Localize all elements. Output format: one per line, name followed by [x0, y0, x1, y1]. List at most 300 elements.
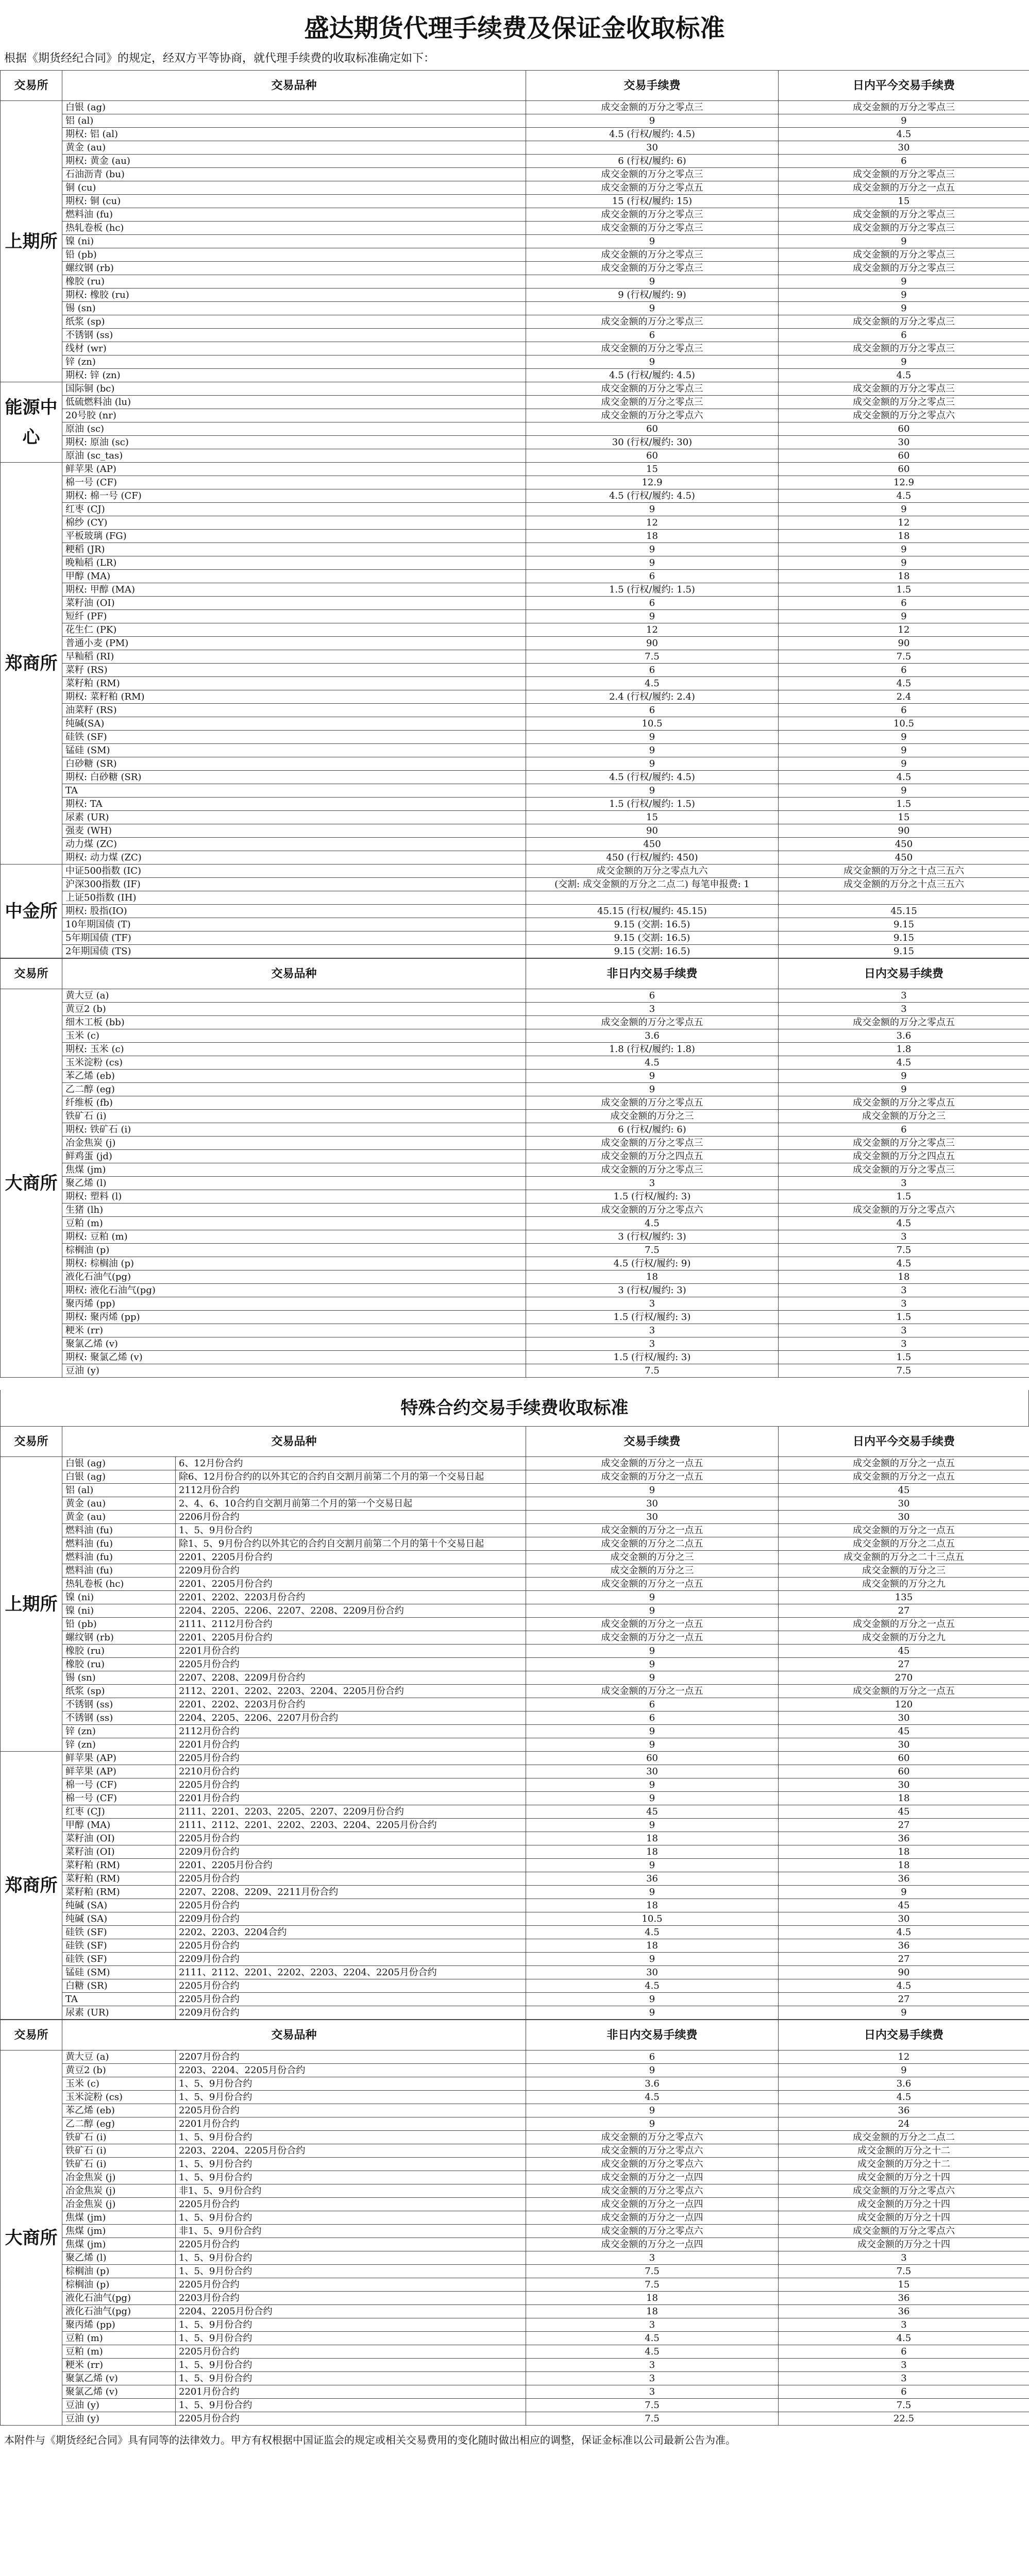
fee-cell: 9 — [526, 784, 779, 798]
intraday-fee-cell: 9 — [779, 2006, 1029, 2020]
table-row — [1, 1470, 1029, 1484]
variety-cell: 豆油 (y) — [62, 2399, 176, 2412]
table-row — [1, 1457, 1029, 1470]
intraday-fee-cell: 12 — [779, 516, 1029, 530]
header-intraday: 日内交易手续费 — [779, 2020, 1029, 2050]
variety-cell: 期权: 棉一号 (CF) — [62, 489, 526, 503]
table-row — [1, 195, 1029, 208]
intraday-fee-cell: 3 — [779, 1284, 1029, 1297]
fee-cell: 9 — [526, 1645, 779, 1658]
intraday-fee-cell: 3 — [779, 2359, 1029, 2372]
intraday-fee-cell: 成交金额的万分之十四 — [779, 2238, 1029, 2251]
variety-cell: 纯碱 (SA) — [62, 1899, 176, 1912]
intraday-fee-cell: 9 — [779, 302, 1029, 315]
table-row — [1, 1832, 1029, 1845]
table-row — [1, 1029, 1029, 1043]
intraday-fee-cell: 9 — [779, 1083, 1029, 1096]
table-row — [1, 489, 1029, 503]
table-row — [1, 2077, 1029, 2091]
table-row — [1, 2372, 1029, 2385]
table-row — [1, 1204, 1029, 1217]
intraday-fee-cell: 成交金额的万分之零点三 — [779, 168, 1029, 181]
intraday-fee-cell: 成交金额的万分之零点六 — [779, 1204, 1029, 1217]
intraday-fee-cell: 18 — [779, 1845, 1029, 1859]
table-row — [1, 1003, 1029, 1016]
variety-cell: 期权: 锌 (zn) — [62, 369, 526, 382]
fee-cell: 9.15 (交割: 16.5) — [526, 931, 779, 945]
fee-cell: 6 — [526, 1698, 779, 1711]
fee-cell: 4.5 (行权/履约: 4.5) — [526, 369, 779, 382]
table-row — [1, 918, 1029, 931]
variety-cell: 黄金 (au) — [62, 1511, 176, 1524]
fee-cell: 成交金额的万分之零点六 — [526, 2158, 779, 2171]
header-exchange: 交易所 — [1, 71, 62, 101]
table-row — [1, 2265, 1029, 2278]
intraday-fee-cell: 450 — [779, 838, 1029, 851]
table-row — [1, 1177, 1029, 1190]
variety-cell: 棉一号 (CF) — [62, 1792, 176, 1805]
contract-cell: 2206月份合约 — [176, 1511, 526, 1524]
variety-cell: 镍 (ni) — [62, 1604, 176, 1618]
contract-cell: 2205月份合约 — [176, 2278, 526, 2292]
contract-cell: 1、5、9月份合约 — [176, 2399, 526, 2412]
variety-cell: 黄大豆 (a) — [62, 2050, 176, 2064]
table-row — [1, 2050, 1029, 2064]
table-row — [1, 731, 1029, 744]
variety-cell: 玉米淀粉 (cs) — [62, 1056, 526, 1070]
intraday-fee-cell: 60 — [779, 1765, 1029, 1778]
variety-cell: 锌 (zn) — [62, 1738, 176, 1752]
variety-cell: 鲜苹果 (AP) — [62, 1765, 176, 1778]
table-row — [1, 1497, 1029, 1511]
intraday-fee-cell: 2.4 — [779, 690, 1029, 704]
fee-cell: 1.5 (行权/履约: 1.5) — [526, 798, 779, 811]
table-row — [1, 2292, 1029, 2305]
table-row — [1, 1658, 1029, 1671]
variety-cell: 期权: 铁矿石 (i) — [62, 1123, 526, 1137]
fee-cell: 9 — [526, 1484, 779, 1497]
variety-cell: 白银 (ag) — [62, 1457, 176, 1470]
fee-cell: 成交金额的万分之零点六 — [526, 1204, 779, 1217]
contract-cell: 2201月份合约 — [176, 1645, 526, 1658]
intraday-fee-cell: 60 — [779, 422, 1029, 436]
intraday-fee-cell: 6 — [779, 664, 1029, 677]
fee-cell: 6 — [526, 1711, 779, 1725]
variety-cell: 红枣 (CJ) — [62, 503, 526, 516]
table-row — [1, 891, 1029, 905]
variety-cell: 白糖 (SR) — [62, 1979, 176, 1993]
table-row — [1, 1297, 1029, 1311]
contract-cell: 2203、2204、2205月份合约 — [176, 2144, 526, 2158]
variety-cell: 焦煤 (jm) — [62, 2238, 176, 2251]
fee-cell: 450 (行权/履约: 450) — [526, 851, 779, 865]
variety-cell: 鲜苹果 (AP) — [62, 1752, 176, 1765]
variety-cell: 不锈钢 (ss) — [62, 1711, 176, 1725]
table-row — [1, 2385, 1029, 2399]
table-row — [1, 235, 1029, 248]
variety-cell: 甲醇 (MA) — [62, 570, 526, 583]
intraday-fee-cell: 9 — [779, 556, 1029, 570]
fee-cell: 4.5 (行权/履约: 4.5) — [526, 489, 779, 503]
table-row — [1, 168, 1029, 181]
table-row — [1, 1230, 1029, 1244]
variety-cell: 菜籽粕 (RM) — [62, 1886, 176, 1899]
variety-cell: 菜籽油 (OI) — [62, 1832, 176, 1845]
variety-cell: 期权: 铝 (al) — [62, 128, 526, 141]
variety-cell: 聚氯乙烯 (v) — [62, 1337, 526, 1351]
intraday-fee-cell: 3 — [779, 1324, 1029, 1337]
table-row — [1, 2091, 1029, 2104]
fee-cell: 15 (行权/履约: 15) — [526, 195, 779, 208]
variety-cell: 燃料油 (fu) — [62, 1551, 176, 1564]
fee-cell: 9 — [526, 302, 779, 315]
fee-cell: 7.5 — [526, 650, 779, 664]
fee-cell: 3.6 — [526, 1029, 779, 1043]
contract-cell: 2201、2205月份合约 — [176, 1551, 526, 1564]
exchange-cell: 郑商所 — [1, 463, 62, 865]
fee-cell: 成交金额的万分之零点三 — [526, 342, 779, 355]
fee-table-main — [0, 70, 1029, 958]
table-row — [1, 1056, 1029, 1070]
fee-cell: 9 — [526, 1993, 779, 2006]
table-row — [1, 744, 1029, 757]
table-row — [1, 1591, 1029, 1604]
table-row — [1, 1257, 1029, 1270]
fee-cell: 7.5 — [526, 1364, 779, 1378]
fee-cell: 9 — [526, 235, 779, 248]
fee-table-dce — [0, 958, 1029, 1378]
variety-cell: 5年期国债 (TF) — [62, 931, 526, 945]
intraday-fee-cell: 15 — [779, 195, 1029, 208]
intraday-fee-cell: 成交金额的万分之零点三 — [779, 101, 1029, 114]
fee-cell: 12 — [526, 516, 779, 530]
variety-cell: 铁矿石 (i) — [62, 2131, 176, 2144]
fee-cell: 成交金额的万分之零点三 — [526, 222, 779, 235]
intraday-fee-cell: 60 — [779, 449, 1029, 463]
intraday-fee-cell: 45 — [779, 1899, 1029, 1912]
fee-cell: 15 — [526, 463, 779, 476]
contract-cell: 2204、2205月份合约 — [176, 2305, 526, 2318]
header-intraday: 日内交易手续费 — [779, 959, 1029, 989]
fee-cell: 9 — [526, 275, 779, 289]
fee-cell: 1.5 (行权/履约: 3) — [526, 1351, 779, 1364]
table-row — [1, 2345, 1029, 2359]
variety-cell: 菜籽 (RS) — [62, 664, 526, 677]
fee-cell: 2.4 (行权/履约: 2.4) — [526, 690, 779, 704]
variety-cell: 燃料油 (fu) — [62, 208, 526, 222]
fee-cell: 9.15 (交割: 16.5) — [526, 945, 779, 958]
fee-cell: 60 — [526, 422, 779, 436]
variety-cell: 菜籽粕 (RM) — [62, 1859, 176, 1872]
fee-cell: 9 — [526, 2006, 779, 2020]
variety-cell: 焦煤 (jm) — [62, 2211, 176, 2225]
contract-cell: 2111、2201、2203、2205、2207、2209月份合约 — [176, 1805, 526, 1819]
variety-cell: 苯乙烯 (eb) — [62, 2104, 176, 2117]
fee-cell: 3 — [526, 1337, 779, 1351]
intraday-fee-cell: 成交金额的万分之零点三 — [779, 208, 1029, 222]
table-row — [1, 1123, 1029, 1137]
table-row — [1, 382, 1029, 396]
table-row — [1, 1351, 1029, 1364]
fee-cell: 15 — [526, 811, 779, 824]
table-row — [1, 1886, 1029, 1899]
fee-cell: 18 — [526, 1939, 779, 1953]
intraday-fee-cell: 1.8 — [779, 1043, 1029, 1056]
contract-cell: 2205月份合约 — [176, 2345, 526, 2359]
exchange-cell: 大商所 — [1, 2050, 62, 2426]
intraday-fee-cell: 成交金额的万分之十四 — [779, 2171, 1029, 2184]
table-row — [1, 2144, 1029, 2158]
variety-cell: 液化石油气(pg) — [62, 1270, 526, 1284]
intraday-fee-cell: 9.15 — [779, 918, 1029, 931]
contract-cell: 2209月份合约 — [176, 1953, 526, 1966]
variety-cell: 期权: 动力煤 (ZC) — [62, 851, 526, 865]
intraday-fee-cell: 1.5 — [779, 1351, 1029, 1364]
variety-cell: 聚丙烯 (pp) — [62, 2318, 176, 2332]
fee-cell: 成交金额的万分之零点三 — [526, 101, 779, 114]
fee-cell: 成交金额的万分之四点五 — [526, 1150, 779, 1163]
fee-cell: 9 — [526, 355, 779, 369]
fee-cell: 成交金额的万分之一点五 — [526, 1578, 779, 1591]
fee-cell: 18 — [526, 2292, 779, 2305]
intraday-fee-cell: 6 — [779, 2345, 1029, 2359]
fee-cell: 9 — [526, 1953, 779, 1966]
intraday-fee-cell: 成交金额的万分之十点三五六 — [779, 865, 1029, 878]
variety-cell: 橡胶 (ru) — [62, 275, 526, 289]
variety-cell: 花生仁 (PK) — [62, 623, 526, 637]
intraday-fee-cell: 成交金额的万分之零点三 — [779, 248, 1029, 262]
variety-cell: 棉一号 (CF) — [62, 476, 526, 489]
intraday-fee-cell: 450 — [779, 851, 1029, 865]
intraday-fee-cell: 6 — [779, 155, 1029, 168]
contract-cell: 2210月份合约 — [176, 1765, 526, 1778]
contract-cell: 2205月份合约 — [176, 2198, 526, 2211]
table-row — [1, 583, 1029, 597]
intraday-fee-cell: 成交金额的万分之零点三 — [779, 262, 1029, 275]
variety-cell: 短纤 (PF) — [62, 610, 526, 623]
variety-cell: 期权: 塑料 (l) — [62, 1190, 526, 1204]
header-exchange: 交易所 — [1, 1427, 62, 1457]
footer-note: 本附件与《期货经纪合同》具有同等的法律效力。甲方有权根据中国证监会的规定或相关交易费用的变化随时做出相应的调整，保证金标准以公司最新公告为准。 — [4, 2434, 736, 2446]
intraday-fee-cell: 15 — [779, 811, 1029, 824]
fee-cell: 7.5 — [526, 2412, 779, 2426]
fee-cell: 成交金额的万分之一点五 — [526, 1524, 779, 1537]
table-row — [1, 1725, 1029, 1738]
variety-cell: 普通小麦 (PM) — [62, 637, 526, 650]
fee-cell: 10.5 — [526, 717, 779, 731]
variety-cell: 菜籽油 (OI) — [62, 597, 526, 610]
table-row — [1, 2198, 1029, 2211]
intraday-fee-cell: 45 — [779, 1484, 1029, 1497]
fee-cell: 6 (行权/履约: 6) — [526, 1123, 779, 1137]
fee-cell: 9 — [526, 1778, 779, 1792]
table-row — [1, 2117, 1029, 2131]
contract-cell: 2209月份合约 — [176, 2006, 526, 2020]
fee-cell: 4.5 — [526, 1926, 779, 1939]
contract-cell: 2201、2202、2203月份合约 — [176, 1591, 526, 1604]
variety-cell: 铝 (al) — [62, 114, 526, 128]
fee-cell: 9 — [526, 1725, 779, 1738]
intraday-fee-cell: 成交金额的万分之一点五 — [779, 1618, 1029, 1631]
exchange-cell: 大商所 — [1, 989, 62, 1378]
table-row — [1, 2184, 1029, 2198]
variety-cell: 冶金焦炭 (j) — [62, 2171, 176, 2184]
variety-cell: 乙二醇 (eg) — [62, 2117, 176, 2131]
intraday-fee-cell: 3.6 — [779, 2077, 1029, 2091]
intraday-fee-cell: 18 — [779, 1859, 1029, 1872]
intraday-fee-cell: 成交金额的万分之四点五 — [779, 1150, 1029, 1163]
contract-cell: 1、5、9月份合约 — [176, 2131, 526, 2144]
intraday-fee-cell: 成交金额的万分之零点六 — [779, 2225, 1029, 2238]
contract-cell: 1、5、9月份合约 — [176, 2359, 526, 2372]
table-row — [1, 1163, 1029, 1177]
fee-cell: 7.5 — [526, 1244, 779, 1257]
table-row — [1, 463, 1029, 476]
intraday-fee-cell: 45 — [779, 1645, 1029, 1658]
intraday-fee-cell: 成交金额的万分之二点五 — [779, 1537, 1029, 1551]
variety-cell: 橡胶 (ru) — [62, 1645, 176, 1658]
fee-cell: 9 — [526, 1591, 779, 1604]
table-row — [1, 2225, 1029, 2238]
table-row — [1, 637, 1029, 650]
intraday-fee-cell: 4.5 — [779, 489, 1029, 503]
intraday-fee-cell: 成交金额的万分之十二 — [779, 2144, 1029, 2158]
contract-cell: 1、5、9月份合约 — [176, 2251, 526, 2265]
variety-cell: 20号胶 (nr) — [62, 409, 526, 422]
intraday-fee-cell: 成交金额的万分之一点五 — [779, 181, 1029, 195]
fee-cell: 9 — [526, 1070, 779, 1083]
variety-cell: 期权: 菜籽粕 (RM) — [62, 690, 526, 704]
intraday-fee-cell: 成交金额的万分之零点五 — [779, 1096, 1029, 1110]
variety-cell: 甲醇 (MA) — [62, 1819, 176, 1832]
fee-cell: 成交金额的万分之零点三 — [526, 315, 779, 329]
variety-cell: 纤维板 (fb) — [62, 1096, 526, 1110]
contract-cell: 2201月份合约 — [176, 2385, 526, 2399]
table-row — [1, 315, 1029, 329]
contract-cell: 1、5、9月份合约 — [176, 2158, 526, 2171]
fee-cell: 18 — [526, 1270, 779, 1284]
variety-cell: 10年期国债 (T) — [62, 918, 526, 931]
table-row — [1, 503, 1029, 516]
variety-cell: 聚乙烯 (l) — [62, 1177, 526, 1190]
table-row — [1, 1792, 1029, 1805]
table-row — [1, 717, 1029, 731]
table-row — [1, 289, 1029, 302]
fee-cell: 6 — [526, 2050, 779, 2064]
contract-cell: 2205月份合约 — [176, 1778, 526, 1792]
variety-cell: 粳米 (rr) — [62, 1324, 526, 1337]
fee-cell: 成交金额的万分之零点五 — [526, 181, 779, 195]
fee-cell: 18 — [526, 1832, 779, 1845]
variety-cell: 硅铁 (SF) — [62, 1953, 176, 1966]
table-row — [1, 1311, 1029, 1324]
table-header-row — [1, 2020, 1029, 2050]
contract-cell: 2201、2205月份合约 — [176, 1859, 526, 1872]
intraday-fee-cell: 1.5 — [779, 798, 1029, 811]
table-row — [1, 1110, 1029, 1123]
special-fee-table-dce — [0, 2020, 1029, 2426]
table-row — [1, 784, 1029, 798]
table-row — [1, 1337, 1029, 1351]
variety-cell: 期权: TA — [62, 798, 526, 811]
fee-cell: 6 — [526, 664, 779, 677]
variety-cell: 期权: 聚丙烯 (pp) — [62, 1311, 526, 1324]
variety-cell: TA — [62, 1993, 176, 2006]
variety-cell: 期权: 白砂糖 (SR) — [62, 771, 526, 784]
table-row — [1, 248, 1029, 262]
fee-cell: 12 — [526, 623, 779, 637]
fee-cell: 450 — [526, 838, 779, 851]
fee-cell: 9.15 (交割: 16.5) — [526, 918, 779, 931]
exchange-cell: 能源中心 — [1, 382, 62, 463]
table-row — [1, 878, 1029, 891]
intraday-fee-cell: 成交金额的万分之零点三 — [779, 315, 1029, 329]
intraday-fee-cell: 成交金额的万分之零点五 — [779, 1016, 1029, 1029]
fee-cell: 9 — [526, 610, 779, 623]
intraday-fee-cell: 30 — [779, 1912, 1029, 1926]
variety-cell: 黄金 (au) — [62, 141, 526, 155]
variety-cell: 期权: 玉米 (c) — [62, 1043, 526, 1056]
variety-cell: 锰硅 (SM) — [62, 744, 526, 757]
intraday-fee-cell: 4.5 — [779, 1979, 1029, 1993]
contract-cell: 1、5、9月份合约 — [176, 2332, 526, 2345]
fee-cell: 3 — [526, 2318, 779, 2332]
table-row — [1, 1096, 1029, 1110]
fee-cell: 90 — [526, 637, 779, 650]
fee-cell: 4.5 — [526, 1979, 779, 1993]
intraday-fee-cell: 成交金额的万分之九 — [779, 1578, 1029, 1591]
contract-cell: 2209月份合约 — [176, 1845, 526, 1859]
contract-cell: 2204、2205、2206、2207月份合约 — [176, 1711, 526, 1725]
contract-cell: 2205月份合约 — [176, 1939, 526, 1953]
table-row — [1, 436, 1029, 449]
intraday-fee-cell: 27 — [779, 1953, 1029, 1966]
table-row — [1, 355, 1029, 369]
table-row — [1, 476, 1029, 489]
table-row — [1, 690, 1029, 704]
table-row — [1, 1872, 1029, 1886]
intraday-fee-cell: 9.15 — [779, 931, 1029, 945]
variety-cell: 沪深300指数 (IF) — [62, 878, 526, 891]
intraday-fee-cell: 6 — [779, 1123, 1029, 1137]
table-row — [1, 1190, 1029, 1204]
table-row — [1, 1284, 1029, 1297]
variety-cell: 铁矿石 (i) — [62, 2144, 176, 2158]
intraday-fee-cell: 1.5 — [779, 1190, 1029, 1204]
header-fee: 交易手续费 — [526, 1427, 779, 1457]
table-row — [1, 650, 1029, 664]
variety-cell: 棉纱 (CY) — [62, 516, 526, 530]
fee-cell: 成交金额的万分之零点三 — [526, 382, 779, 396]
table-row — [1, 275, 1029, 289]
variety-cell: 期权: 铜 (cu) — [62, 195, 526, 208]
contract-cell: 2207、2208、2209、2211月份合约 — [176, 1886, 526, 1899]
variety-cell: 线材 (wr) — [62, 342, 526, 355]
intraday-fee-cell: 9 — [779, 744, 1029, 757]
intraday-fee-cell: 7.5 — [779, 650, 1029, 664]
intraday-fee-cell: 3 — [779, 2251, 1029, 2265]
fee-cell: 3 — [526, 2372, 779, 2385]
contract-cell: 2205月份合约 — [176, 2412, 526, 2426]
intraday-fee-cell: 成交金额的万分之三 — [779, 1110, 1029, 1123]
intraday-fee-cell: 36 — [779, 2292, 1029, 2305]
fee-cell: 1.5 (行权/履约: 3) — [526, 1311, 779, 1324]
fee-cell: 4.5 — [526, 1056, 779, 1070]
intraday-fee-cell: 18 — [779, 1792, 1029, 1805]
table-row — [1, 1484, 1029, 1497]
table-row — [1, 1270, 1029, 1284]
intraday-fee-cell: 1.5 — [779, 583, 1029, 597]
